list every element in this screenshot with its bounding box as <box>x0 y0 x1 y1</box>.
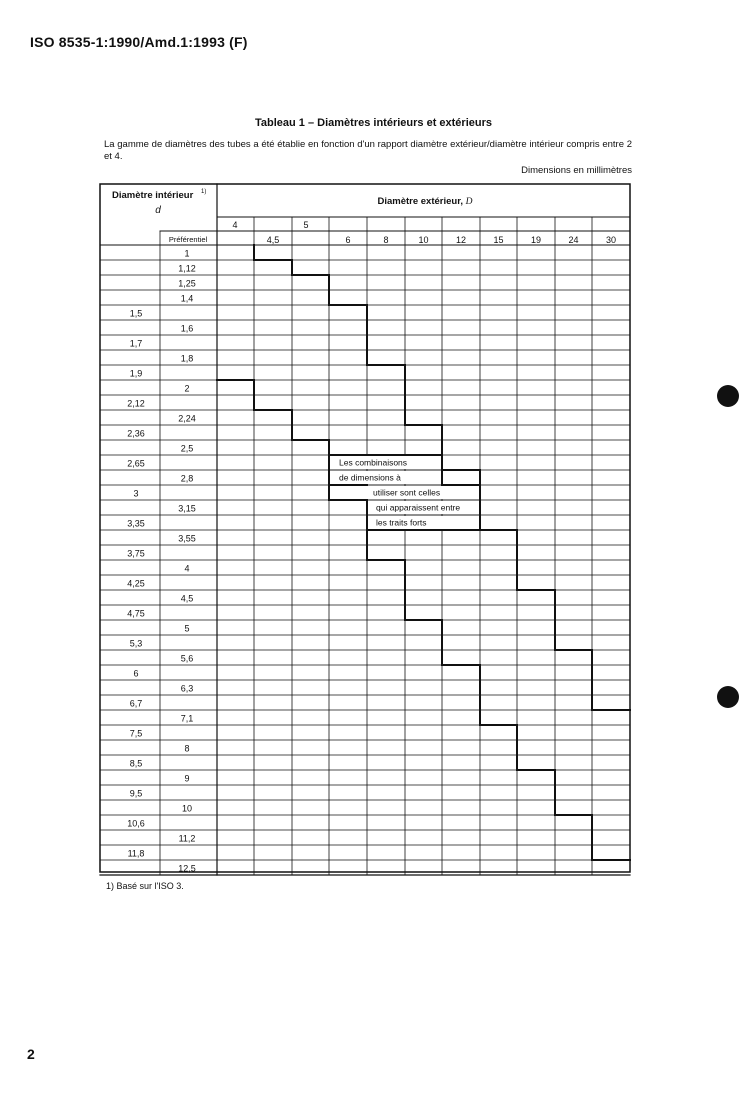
preferred-inner-value: 1 <box>184 248 190 259</box>
preferred-inner-value: 4 <box>184 563 190 574</box>
preferred-inner-value: 3,15 <box>178 503 196 514</box>
preferred-inner-value: 4,5 <box>180 593 194 604</box>
inner-diameter-value: 1,9 <box>129 368 143 379</box>
preferred-inner-value: 12,5 <box>178 863 196 874</box>
preferred-inner-value: 10 <box>181 803 193 814</box>
inner-diameter-value: 6,7 <box>129 698 143 709</box>
outer-diameter-value: 19 <box>530 235 542 245</box>
inner-diameter-value: 6 <box>133 668 139 679</box>
outer-diameter-value: 24 <box>568 235 579 245</box>
preferred-inner-value: 1,6 <box>180 323 194 334</box>
punch-hole <box>717 385 739 407</box>
outer-diameter-value: 4,5 <box>266 235 280 245</box>
outer-diameter-header: Diamètre extérieur, D <box>377 196 473 207</box>
preferred-inner-value: 2,8 <box>180 473 194 484</box>
page-number: 2 <box>27 1046 35 1062</box>
inner-diameter-value: 2,36 <box>127 428 145 439</box>
preferred-inner-value: 1,4 <box>180 293 194 304</box>
inner-diameter-value: 10,6 <box>127 818 145 829</box>
inner-diameter-value: 8,5 <box>129 758 143 769</box>
combination-note-line: Les combinaisons <box>339 457 408 468</box>
preferred-inner-value: 9 <box>184 773 190 784</box>
inner-diameter-value: 1,7 <box>129 338 143 349</box>
combination-note-line: les traits forts <box>376 517 427 528</box>
units-note: Dimensions en millimètres <box>521 165 632 176</box>
outer-diameter-value: 4 <box>232 220 238 230</box>
outer-diameter-value: 15 <box>493 235 504 245</box>
preferred-inner-value: 2 <box>184 383 190 394</box>
preferred-inner-value: 11,2 <box>178 833 196 844</box>
inner-diameter-value: 2,65 <box>127 458 145 469</box>
preferred-inner-value: 1,8 <box>180 353 194 364</box>
inner-diameter-value: 4,75 <box>127 608 145 619</box>
preferred-inner-value: 3,55 <box>178 533 196 544</box>
table-intro: La gamme de diamètres des tubes a été établie en fonction d'un rapport diamètre extérieur/diamètre intérieur compris entre 2 et 4. <box>104 139 632 162</box>
outer-diameter-value: 12 <box>455 235 467 245</box>
preferred-inner-value: 1,25 <box>178 278 196 289</box>
preferred-inner-value: 5 <box>184 623 190 634</box>
outer-diameter-value: 8 <box>383 235 389 245</box>
inner-diameter-value: 4,25 <box>127 578 145 589</box>
punch-hole <box>717 686 739 708</box>
preferred-inner-value: 2,24 <box>178 413 196 424</box>
preferred-label: Préférentiel <box>168 235 208 244</box>
inner-diameter-value: 3,75 <box>127 548 145 559</box>
inner-diameter-value: 3,35 <box>127 518 145 529</box>
inner-diameter-value: 3 <box>133 488 139 499</box>
standard-reference: ISO 8535-1:1990/Amd.1:1993 (F) <box>30 34 248 50</box>
preferred-inner-value: 2,5 <box>180 443 194 454</box>
inner-symbol: d <box>155 205 161 216</box>
table-title: Tableau 1 – Diamètres intérieurs et extérieurs <box>254 117 492 129</box>
footnote-marker: 1) <box>201 189 207 195</box>
inner-diameter-value: 2,12 <box>127 398 145 409</box>
inner-diameter-value: 5,3 <box>129 638 143 649</box>
inner-diameter-value: 11,8 <box>127 848 145 859</box>
combination-note-line: de dimensions à <box>339 472 401 483</box>
inner-diameter-value: 9,5 <box>129 788 143 799</box>
outer-diameter-value: 6 <box>345 235 351 245</box>
preferred-inner-value: 8 <box>184 743 190 754</box>
preferred-inner-value: 1,12 <box>178 263 196 274</box>
inner-diameter-header: Diamètre intérieur <box>112 190 194 201</box>
table-footnote: 1) Basé sur l'ISO 3. <box>106 881 184 891</box>
preferred-inner-value: 6,3 <box>180 683 194 694</box>
inner-diameter-value: 1,5 <box>129 308 143 319</box>
outer-diameter-value: 5 <box>303 220 309 230</box>
preferred-inner-value: 5,6 <box>180 653 194 664</box>
combination-note-line: qui apparaissent entre <box>376 502 461 513</box>
outer-diameter-value: 30 <box>605 235 617 245</box>
preferred-inner-value: 7,1 <box>180 713 194 724</box>
combination-note-line: utiliser sont celles <box>373 487 441 498</box>
outer-diameter-value: 10 <box>418 235 429 245</box>
inner-diameter-value: 7,5 <box>129 728 143 739</box>
